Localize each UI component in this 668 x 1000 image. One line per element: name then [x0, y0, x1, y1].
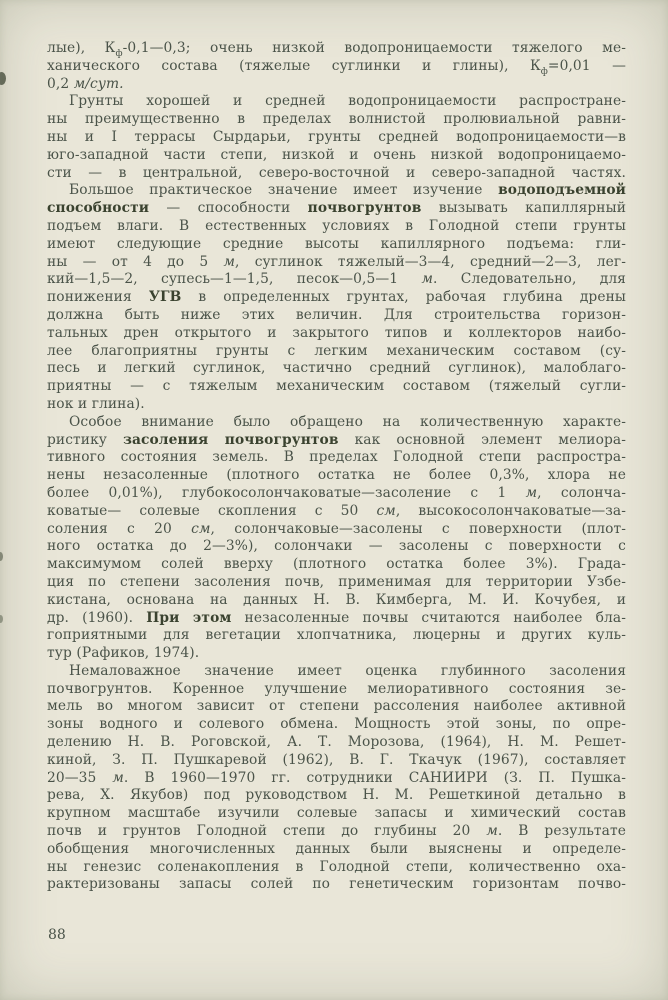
paragraph [47, 414, 626, 663]
text-line: ны и I террасы Сырдарьи, грунты средней водопроницаемости—в [47, 128, 626, 145]
text-line: нок и глина). [47, 395, 145, 412]
paragraph [47, 93, 626, 182]
text-line: др. (1960). При этом незасоленные почвы считаются наиболее бла- [47, 609, 626, 626]
paragraph [47, 663, 626, 894]
ink-stain [0, 615, 3, 623]
ink-stain [0, 72, 6, 85]
text-line: Грунты хорошей и средней водопроницаемости распростране- [69, 93, 626, 110]
text-line: понижения УГВ в определенных грунтах, рабочая глубина дрены [47, 289, 627, 306]
text-line: зоны водного и солевого обмена. Мощность этой зоны, по опре- [47, 716, 626, 733]
text-line: тальных дрен открытого и закрытого типов и коллекторов наибо- [47, 324, 626, 341]
text-line: рактеризованы запасы солей по генетическим горизонтам почво- [47, 876, 626, 893]
text-line: мель во многом зависит от степени рассоления наиболее активной [47, 698, 626, 715]
text-line: приятны — с тяжелым механическим составом (тяжелый сугли- [47, 378, 626, 395]
text-line: крупном масштабе изучили солевые запасы и химический состав [47, 805, 626, 822]
page-number: 88 [48, 927, 66, 943]
text-line: тур (Рафиков, 1974). [47, 645, 200, 662]
text-line: юго-западной части степи, низкой и очень низкой водопроницаемо- [47, 146, 626, 163]
text-line: ного остатка до 2—3%), солончаки — засолены с поверхности с [47, 538, 626, 555]
text-line: ханического состава (тяжелые суглинки и глины), $К_ф=0,01$ — [47, 57, 626, 77]
text-line: тивного состояния земель. В пределах Голодной степи распростра- [47, 449, 626, 466]
ink-stain [0, 552, 3, 561]
text-line: гоприятными для вегетации хлопчатника, люцерны и других куль- [47, 627, 626, 644]
text-line: почв и грунтов Голодной степи до глубины 20 м. В результате [47, 823, 626, 840]
text-line: сти — в центральной, северо-восточной и северо-западной частях. [47, 164, 626, 181]
text-line: ны генезис соленакопления в Голодной степи, количественно оха- [47, 858, 626, 875]
text-line: 20—35 м. В 1960—1970 гг. сотрудники САНИИРИ (З. П. Пушка- [47, 769, 626, 786]
text-line: песь и легкий суглинок, частично средний суглинок), малоблаго- [47, 360, 626, 377]
text-line: подъем влаги. В естественных условиях в Голодной степи грунты [47, 217, 626, 234]
paragraph [47, 182, 626, 413]
text-line: коватые— солевые скопления с 50 см, высокосолончаковатые—за- [47, 502, 627, 519]
text-line: соления с 20 см, солончаковые—засолены с поверхности (плот- [47, 520, 626, 537]
text-line: имеют следующие средние высоты капиллярного подъема: гли- [47, 235, 626, 252]
text-line: лые), $К_ф-0,1—0,3$; очень низкой водопроницаемости тяжелого ме- [47, 40, 626, 59]
paragraph [47, 40, 626, 93]
text-line: ны — от 4 до 5 м, суглинок тяжелый—3—4, средний—2—3, лег- [47, 253, 626, 270]
text-line: обобщения многочисленных данных были выяснены и определе- [47, 840, 626, 857]
text-line: более 0,01%), глубокосолончаковатые—засоление с 1 м, солонча- [47, 484, 626, 501]
text-line: Особое внимание было обращено на количественную характе- [69, 413, 626, 430]
text-line: киной, З. П. Пушкаревой (1962), В. Г. Ткачук (1967), составляет [47, 751, 626, 768]
text-line: лее благоприятны грунты с легким механическим составом (су- [47, 342, 626, 359]
text-line: ны преимущественно в пределах волнистой пролювиальной равни- [47, 111, 626, 128]
text-line: кистана, основана на данных Н. В. Кимберга, М. И. Кочубея, и [47, 591, 626, 608]
text-line: нены незасоленные (плотного остатка не более 0,3%, хлора не [47, 467, 626, 484]
text-line: почвогрунтов. Коренное улучшение мелиоративного состояния зе- [47, 680, 626, 697]
text-line: должна быть ниже этих величин. Для строительства горизон- [47, 306, 626, 323]
text-line: ция по степени засоления почв, применимая для территории Узбе- [47, 573, 626, 590]
text-line: ристику засоления почвогрунтов как основной элемент мелиора- [47, 431, 626, 448]
text-line: способности — способности почвогрунтов вызывать капиллярный [47, 200, 626, 217]
text-line: максимумом солей вверху (плотного остатка более 3%). Града- [47, 556, 626, 573]
text-line: 0,2 м/сут. [47, 75, 124, 92]
text-line: Большое практическое значение имеет изучение водоподъемной [69, 182, 626, 199]
text-line: Немаловажное значение имеет оценка глубинного засоления [69, 662, 626, 679]
text-line: делению Н. В. Роговской, А. Т. Морозова, (1964), Н. М. Решет- [47, 734, 626, 751]
text-line: рева, Х. Якубов) под руководством Н. М. Решеткиной детально в [47, 787, 626, 804]
page-text [47, 40, 626, 894]
text-line: кий—1,5—2, супесь—1—1,5, песок—0,5—1 м. Следовательно, для [47, 271, 626, 288]
